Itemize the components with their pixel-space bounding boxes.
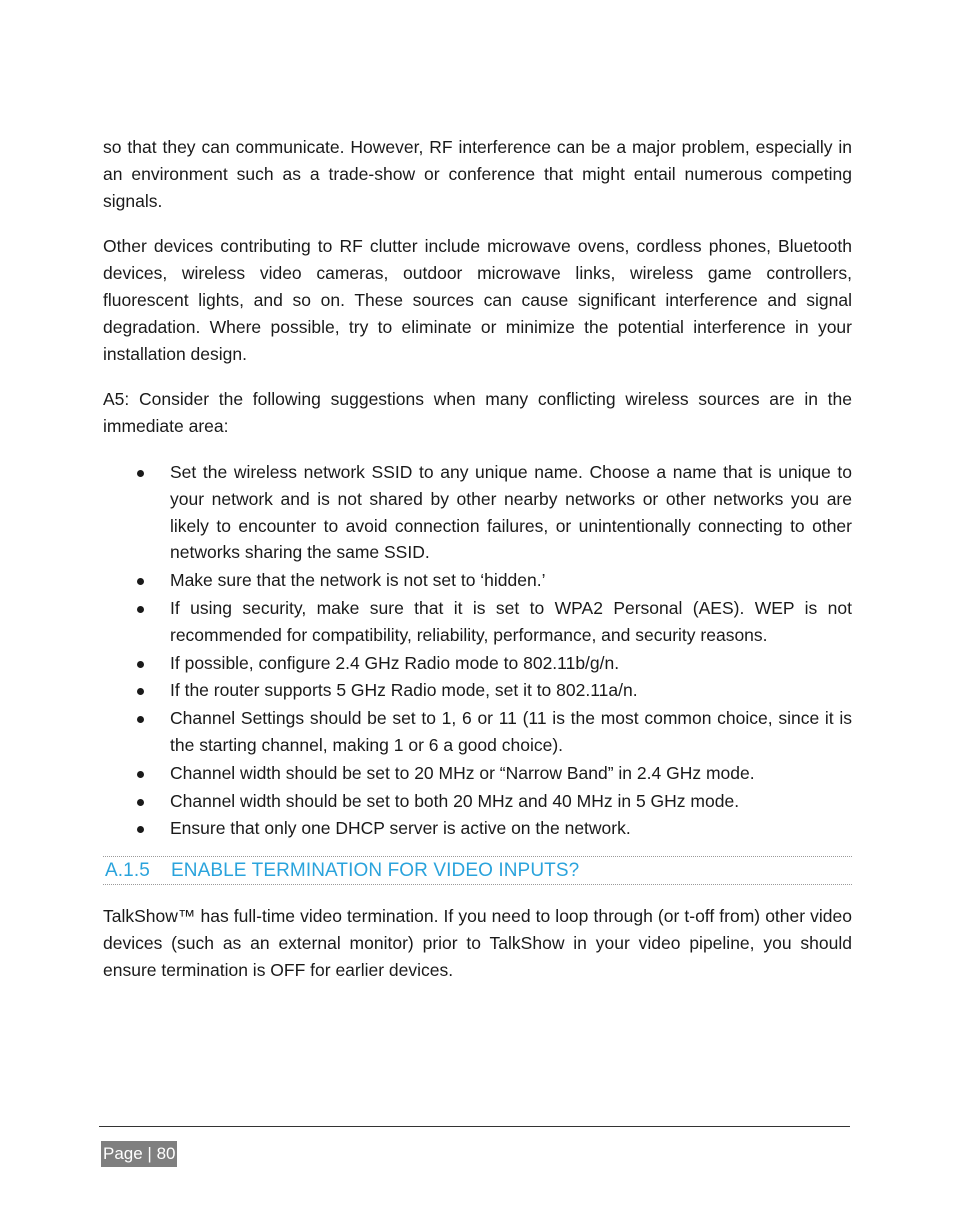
page-number-label: Page | 80 [101,1141,177,1167]
bullet-icon [137,771,144,778]
list-item-text: Make sure that the network is not set to ‘hidden.’ [170,570,546,591]
list-item [103,815,852,842]
bullet-icon [137,661,144,668]
paragraph-a5-intro: A5: Consider the following suggestions when many conflicting wireless sources are in the immediate area: [103,389,852,437]
footer-divider [99,1126,850,1127]
paragraph-rf-interference: so that they can communicate. However, RF interference can be a major problem, especially in an environment such as a trade-show or conference that might entail numerous competing signals. [103,137,852,211]
bullet-icon [137,826,144,833]
list-item-text: Channel width should be set to 20 MHz or “Narrow Band” in 2.4 GHz mode. [170,762,755,783]
list-item [103,788,852,815]
list-item [103,459,852,566]
document-body [103,134,852,1003]
list-item-text: Channel width should be set to both 20 MHz and 40 MHz in 5 GHz mode. [170,790,740,811]
list-item-text: If possible, configure 2.4 GHz Radio mode to 802.11b/g/n. [170,652,620,673]
list-item-text: Set the wireless network SSID to any unique name. Choose a name that is unique to your network and is not shared by other nearby networks or other networks you are likely to encounter to avoid connection failures, or unintentionally connecting to other networks sharing the same SSID. [170,461,852,563]
list-item-text: If the router supports 5 GHz Radio mode, set it to 802.11a/n. [170,680,638,701]
bullet-icon [137,716,144,723]
section-title: ENABLE TERMINATION FOR VIDEO INPUTS? [171,860,580,882]
list-item [103,705,852,759]
section-heading [103,856,852,885]
bullet-icon [137,578,144,585]
list-item [103,567,852,594]
paragraph-termination: TalkShow™ has full-time video termination. If you need to loop through (or t-off from) other video devices (such as an external monitor) prior to TalkShow in your video pipeline, you should ensure termination is OFF for earlier devices. [103,906,852,980]
list-item [103,677,852,704]
paragraph-rf-clutter: Other devices contributing to RF clutter include microwave ovens, cordless phones, Bluetooth devices, wireless video cameras, outdoor microwave links, wireless game controllers, fluorescent lights, and so on. These sources can cause significant interference and signal degradation. Where possible, try to eliminate or minimize the potential interference in your installation design. [103,236,852,364]
bullet-icon [137,688,144,695]
suggestions-list [103,459,852,842]
bullet-icon [137,470,144,477]
list-item-text: Channel Settings should be set to 1, 6 or 11 (11 is the most common choice, since it is the starting channel, making 1 or 6 a good choice). [170,708,852,755]
section-number: A.1.5 [105,860,150,882]
list-item [103,760,852,787]
list-item [103,595,852,649]
list-item [103,650,852,677]
list-item-text: If using security, make sure that it is set to WPA2 Personal (AES). WEP is not recommended for compatibility, reliability, performance, and security reasons. [170,597,852,645]
list-item-text: Ensure that only one DHCP server is active on the network. [170,818,631,839]
bullet-icon [137,606,144,613]
bullet-icon [137,799,144,806]
